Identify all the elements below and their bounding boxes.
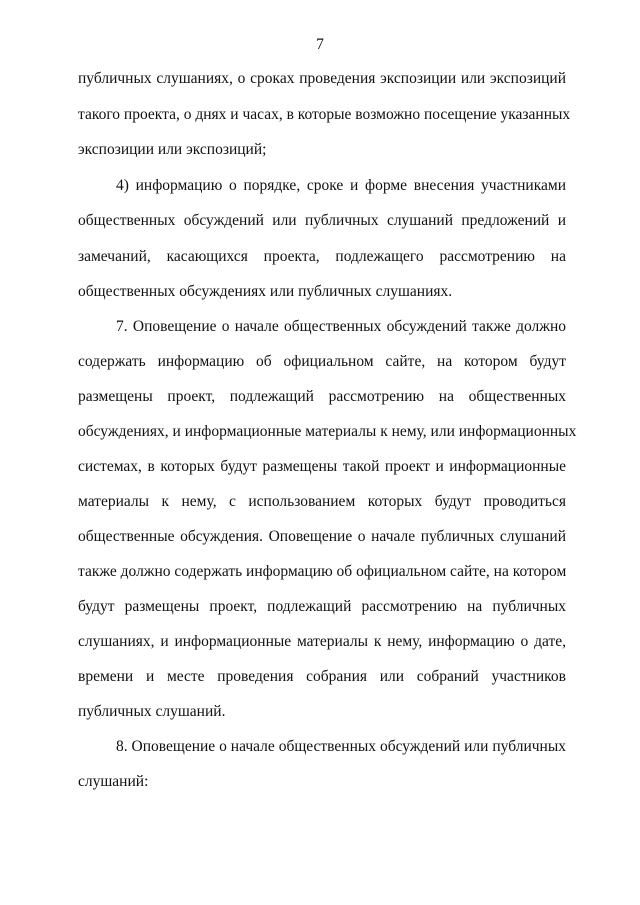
text-line: слушаний: [78, 773, 149, 790]
text-line: 7. Оповещение о начале общественных обсуждений также должно [116, 318, 566, 335]
text-line: общественных обсуждениях или публичных слушаниях. [78, 283, 453, 300]
text-line: материалы к нему, с использованием которых будут проводиться [78, 493, 566, 510]
text-line: экспозиции или экспозиций; [78, 141, 267, 158]
text-line: замечаний, касающихся проекта, подлежащего рассмотрению на [78, 248, 566, 265]
text-line: размещены проект, подлежащий рассмотрению на общественных [78, 388, 566, 405]
text-line: 8. Оповещение о начале общественных обсуждений или публичных [116, 738, 566, 755]
text-line: общественные обсуждения. Оповещение о начале публичных слушаний [78, 528, 566, 545]
text-line: 4) информацию о порядке, сроке и форме внесения участниками [116, 177, 566, 194]
text-line: также должно содержать информацию об официальном сайте, на котором [78, 563, 567, 580]
page-number: 7 [316, 36, 324, 53]
text-line: слушаниях, и информационные материалы к нему, информацию о дате, [78, 633, 566, 650]
text-line: времени и месте проведения собрания или собраний участников [78, 668, 566, 685]
text-line: содержать информацию об официальном сайте, на котором будут [78, 353, 566, 370]
text-line: публичных слушаниях, о сроках проведения экспозиции или экспозиций [78, 70, 566, 87]
text-line: публичных слушаний. [78, 703, 226, 720]
text-line: такого проекта, о днях и часах, в которые возможно посещение указанных [78, 106, 571, 123]
text-line: обсуждениях, и информационные материалы к нему, или информационных [78, 423, 577, 440]
text-line: общественных обсуждений или публичных слушаний предложений и [78, 212, 566, 229]
text-line: будут размещены проект, подлежащий рассмотрению на публичных [78, 598, 566, 615]
text-line: системах, в которых будут размещены такой проект и информационные [78, 458, 566, 475]
